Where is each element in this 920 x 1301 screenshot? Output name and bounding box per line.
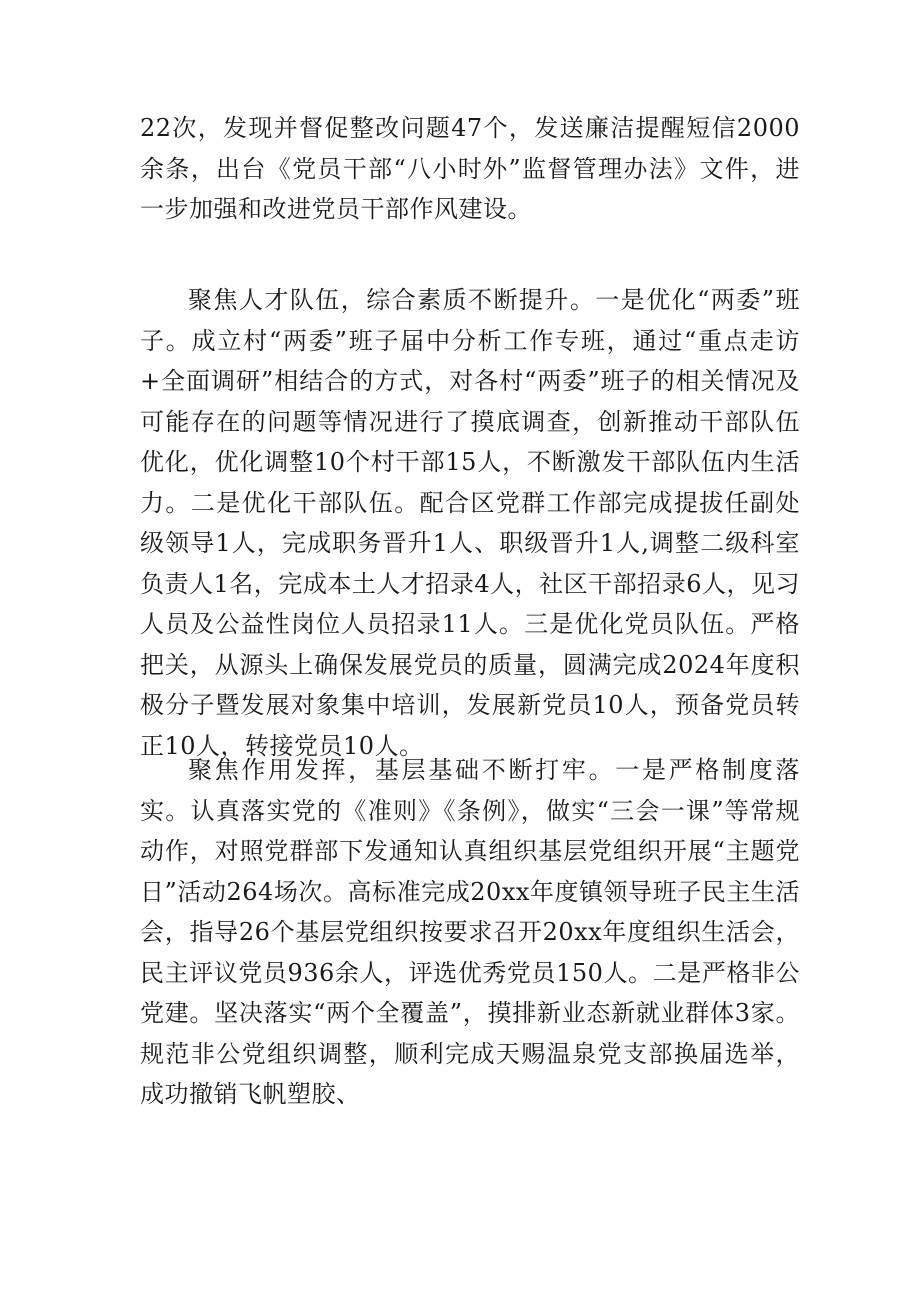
paragraph-3: 聚焦作用发挥，基层基础不断打牢。一是严格制度落实。认真落实党的《准则》《条例》，做实“三会一课”等常规动作，对照党群部下发通知认真组织基层党组织开展“主题党日”活动264场次。高标准完成20xx年度镇领导班子民主生活会，指导26个基层党组织按要求召开20xx年度组织生活会，民主评议党员936余人，评选优秀党员150人。二是严格非公党建。坚决落实“两个全覆盖”，摸排新业态新就业群体3家。规范非公党组织调整，顺利完成天赐温泉党支部换届选举，成功撤销飞帆塑胶、 [140, 756, 800, 1108]
paragraph-2-block [140, 280, 800, 766]
paragraph-2: 聚焦人才队伍，综合素质不断提升。一是优化“两委”班子。成立村“两委”班子届中分析工作专班，通过“重点走访+全面调研”相结合的方式，对各村“两委”班子的相关情况及可能存在的问题等情况进行了摸底调查，创新推动干部队伍优化，优化调整10个村干部15人，不断激发干部队伍内生活力。二是优化干部队伍。配合区党群工作部完成提拔任副处级领导1人，完成职务晋升1人、职级晋升1人,调整二级科室负责人1名，完成本土人才招录4人，社区干部招录6人，见习人员及公益性岗位人员招录11人。三是优化党员队伍。严格把关，从源头上确保发展党员的质量，圆满完成2024年度积极分子暨发展对象集中培训，发展新党员10人，预备党员转正10人，转接党员10人。 [140, 286, 800, 760]
paragraph-3-block [140, 750, 800, 1115]
paragraph-1: 22次，发现并督促整改问题47个，发送廉洁提醒短信2000余条，出台《党员干部“八小时外”监督管理办法》文件，进一步加强和改进党员干部作风建设。 [140, 114, 800, 223]
paragraph-1-block [140, 108, 800, 230]
